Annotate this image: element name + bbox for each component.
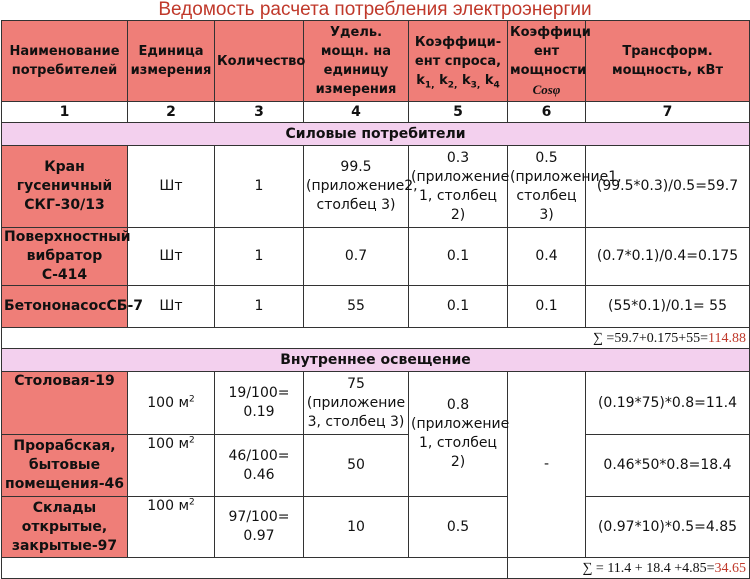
power-cell: 99.5 (приложение2, столбец 3): [304, 146, 409, 228]
header-transformer-power: Трансформ. мощность, кВт: [586, 21, 750, 102]
header-demand-coefficient-text: Коэффици-ент спроса,: [414, 34, 502, 69]
consumer-name: Прорабская, бытовые помещения-46: [2, 435, 128, 497]
consumer-name: Кран гусеничный СКГ-30/13: [2, 146, 128, 228]
power-coefficient-merged-cell: -: [508, 372, 586, 558]
page-title: Ведомость расчета потребления электроэнергии: [158, 0, 592, 20]
unit-cell: 100 $м^2$: [128, 435, 215, 497]
demand-coefficient-merged-cell: 0.8 (приложение 1, столбец 2): [409, 372, 508, 497]
table-row: [2, 146, 750, 228]
demand-coefficient-cell: 0.5: [409, 497, 508, 558]
result-cell: (0.97*10)*0.5=4.85: [586, 497, 750, 558]
result-cell: (0.19*75)*0.8=11.4: [586, 372, 750, 435]
column-number: 1: [2, 102, 128, 123]
column-number: 7: [586, 102, 750, 123]
section-title: Внутреннее освещение: [2, 349, 750, 372]
quantity-cell: 1: [215, 286, 304, 328]
table-row: [2, 228, 750, 286]
sum-formula: ∑ = 11.4 + 18.4 +4.85=: [582, 560, 715, 576]
header-cos-phi: Cosφ: [532, 81, 561, 97]
quantity-cell: 97/100= 0.97: [215, 497, 304, 558]
sum-cell-lighting: [508, 558, 750, 579]
demand-coefficient-cell: 0.3 (приложение 1, столбец 2): [409, 146, 508, 228]
sum-row: [2, 328, 750, 349]
table-row: [2, 286, 750, 328]
power-cell: 50: [304, 435, 409, 497]
header-specific-power: Удель. мощн. на единицу измерения: [304, 21, 409, 102]
sum-cell-power: [2, 328, 750, 349]
unit-cell: 100 $м^2$: [128, 372, 215, 435]
result-cell: (55*0.1)/0.1= 55: [586, 286, 750, 328]
consumer-name: БетононасосСБ-7: [2, 286, 128, 328]
power-coefficient-cell: 0.1: [508, 286, 586, 328]
table-row: [2, 372, 750, 435]
power-coefficient-cell: 0.4: [508, 228, 586, 286]
quantity-cell: 1: [215, 228, 304, 286]
result-cell: (99.5*0.3)/0.5=59.7: [586, 146, 750, 228]
column-number: 3: [215, 102, 304, 123]
power-coefficient-cell: 0.5 (приложение1, столбец 3): [508, 146, 586, 228]
header-demand-coefficient: Коэффици-ент спроса, $k_{1,}$ $k_{2,}$ $k_{3,}$ $k_4$: [409, 21, 508, 102]
consumer-name: Столовая-19: [2, 372, 128, 435]
consumption-table: [1, 20, 750, 579]
power-cell: 0.7: [304, 228, 409, 286]
section-title: Силовые потребители: [2, 123, 750, 146]
section-row-power-consumers: [2, 123, 750, 146]
sum-blank-cell: [2, 558, 508, 579]
sum-total: 34.65: [714, 560, 746, 576]
sum-row: [2, 558, 750, 579]
column-number: 6: [508, 102, 586, 123]
column-number-row: [2, 102, 750, 123]
result-cell: 0.46*50*0.8=18.4: [586, 435, 750, 497]
header-unit: Единица измерения: [128, 21, 215, 102]
unit-cell: Шт: [128, 146, 215, 228]
demand-coefficient-cell: 0.1: [409, 286, 508, 328]
quantity-cell: 1: [215, 146, 304, 228]
result-cell: (0.7*0.1)/0.4=0.175: [586, 228, 750, 286]
column-number: 2: [128, 102, 215, 123]
power-cell: 10: [304, 497, 409, 558]
header-row: [2, 21, 750, 102]
unit-cell: Шт: [128, 286, 215, 328]
table-row: [2, 435, 750, 497]
sum-total: 114.88: [708, 330, 746, 346]
power-cell: 55: [304, 286, 409, 328]
column-number: 5: [409, 102, 508, 123]
sum-formula: ∑ =59.7+0.175+55=: [592, 330, 709, 346]
unit-cell: 100 $м^2$: [128, 497, 215, 558]
header-power-coefficient: [508, 21, 591, 102]
column-number: 4: [304, 102, 409, 123]
quantity-cell: 46/100= 0.46: [215, 435, 304, 497]
header-power-coefficient-text: Коэффици ент мощности: [510, 24, 591, 78]
demand-coefficient-cell: 0.1: [409, 228, 508, 286]
power-cell: 75 (приложение 3, столбец 3): [304, 372, 409, 435]
header-consumer-name: Наименование потребителей: [2, 21, 128, 102]
header-quantity: Количество: [215, 21, 304, 102]
quantity-cell: 19/100= 0.19: [215, 372, 304, 435]
section-row-indoor-lighting: [2, 349, 750, 372]
consumer-name: Склады открытые, закрытые-97: [2, 497, 128, 558]
table-row: [2, 497, 750, 558]
consumer-name: Поверхностный вибратор С-414: [2, 228, 128, 286]
unit-cell: Шт: [128, 228, 215, 286]
